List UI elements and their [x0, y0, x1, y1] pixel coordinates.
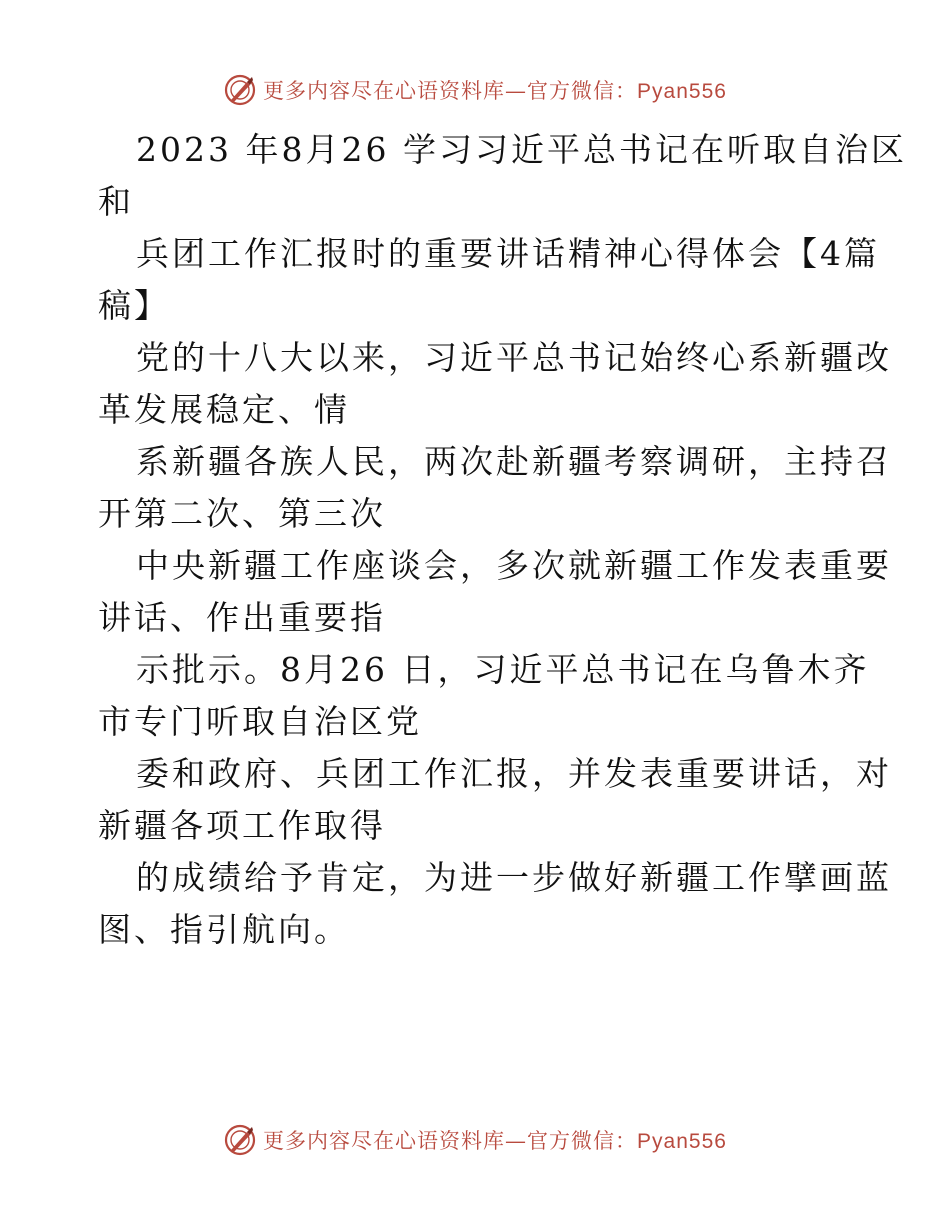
header-banner-text [263, 75, 727, 105]
footer-banner-text [263, 1125, 727, 1155]
document-line: 示批示。8月26 日，习近平总书记在乌鲁木齐 [136, 650, 870, 689]
document-line: 新疆各项工作取得 [98, 806, 386, 845]
document-line: 党的十八大以来，习近平总书记始终心系新疆改 [136, 338, 892, 377]
quill-pen-logo-icon [223, 1123, 257, 1157]
document-line: 系新疆各族人民，两次赴新疆考察调研，主持召 [136, 442, 892, 481]
header-banner-handle: Pyan556 [637, 80, 727, 103]
document-line: 中央新疆工作座谈会，多次就新疆工作发表重要 [136, 546, 892, 585]
document-line: 开第二次、第三次 [98, 494, 386, 533]
footer-banner-label: 更多内容尽在心语资料库—官方微信： [263, 1129, 638, 1153]
document-line: 和 [98, 182, 134, 221]
document-line: 兵团工作汇报时的重要讲话精神心得体会【4篇 [136, 234, 880, 273]
document-line: 图、指引航向。 [98, 910, 350, 949]
footer-banner-handle: Pyan556 [637, 1130, 727, 1153]
document-line: 稿】 [98, 286, 170, 325]
document-line: 革发展稳定、情 [98, 390, 350, 429]
quill-pen-logo-icon [223, 73, 257, 107]
document-line: 的成绩给予肯定，为进一步做好新疆工作擘画蓝 [136, 858, 892, 897]
document-line: 委和政府、兵团工作汇报，并发表重要讲话，对 [136, 754, 892, 793]
header-banner [0, 70, 950, 110]
document-line: 市专门听取自治区党 [98, 702, 422, 741]
document-body [98, 124, 907, 956]
document-line: 2023 年8月26 学习习近平总书记在听取自治区 [136, 130, 907, 169]
document-line: 讲话、作出重要指 [98, 598, 386, 637]
footer-banner [0, 1120, 950, 1160]
header-banner-label: 更多内容尽在心语资料库—官方微信： [263, 79, 638, 103]
